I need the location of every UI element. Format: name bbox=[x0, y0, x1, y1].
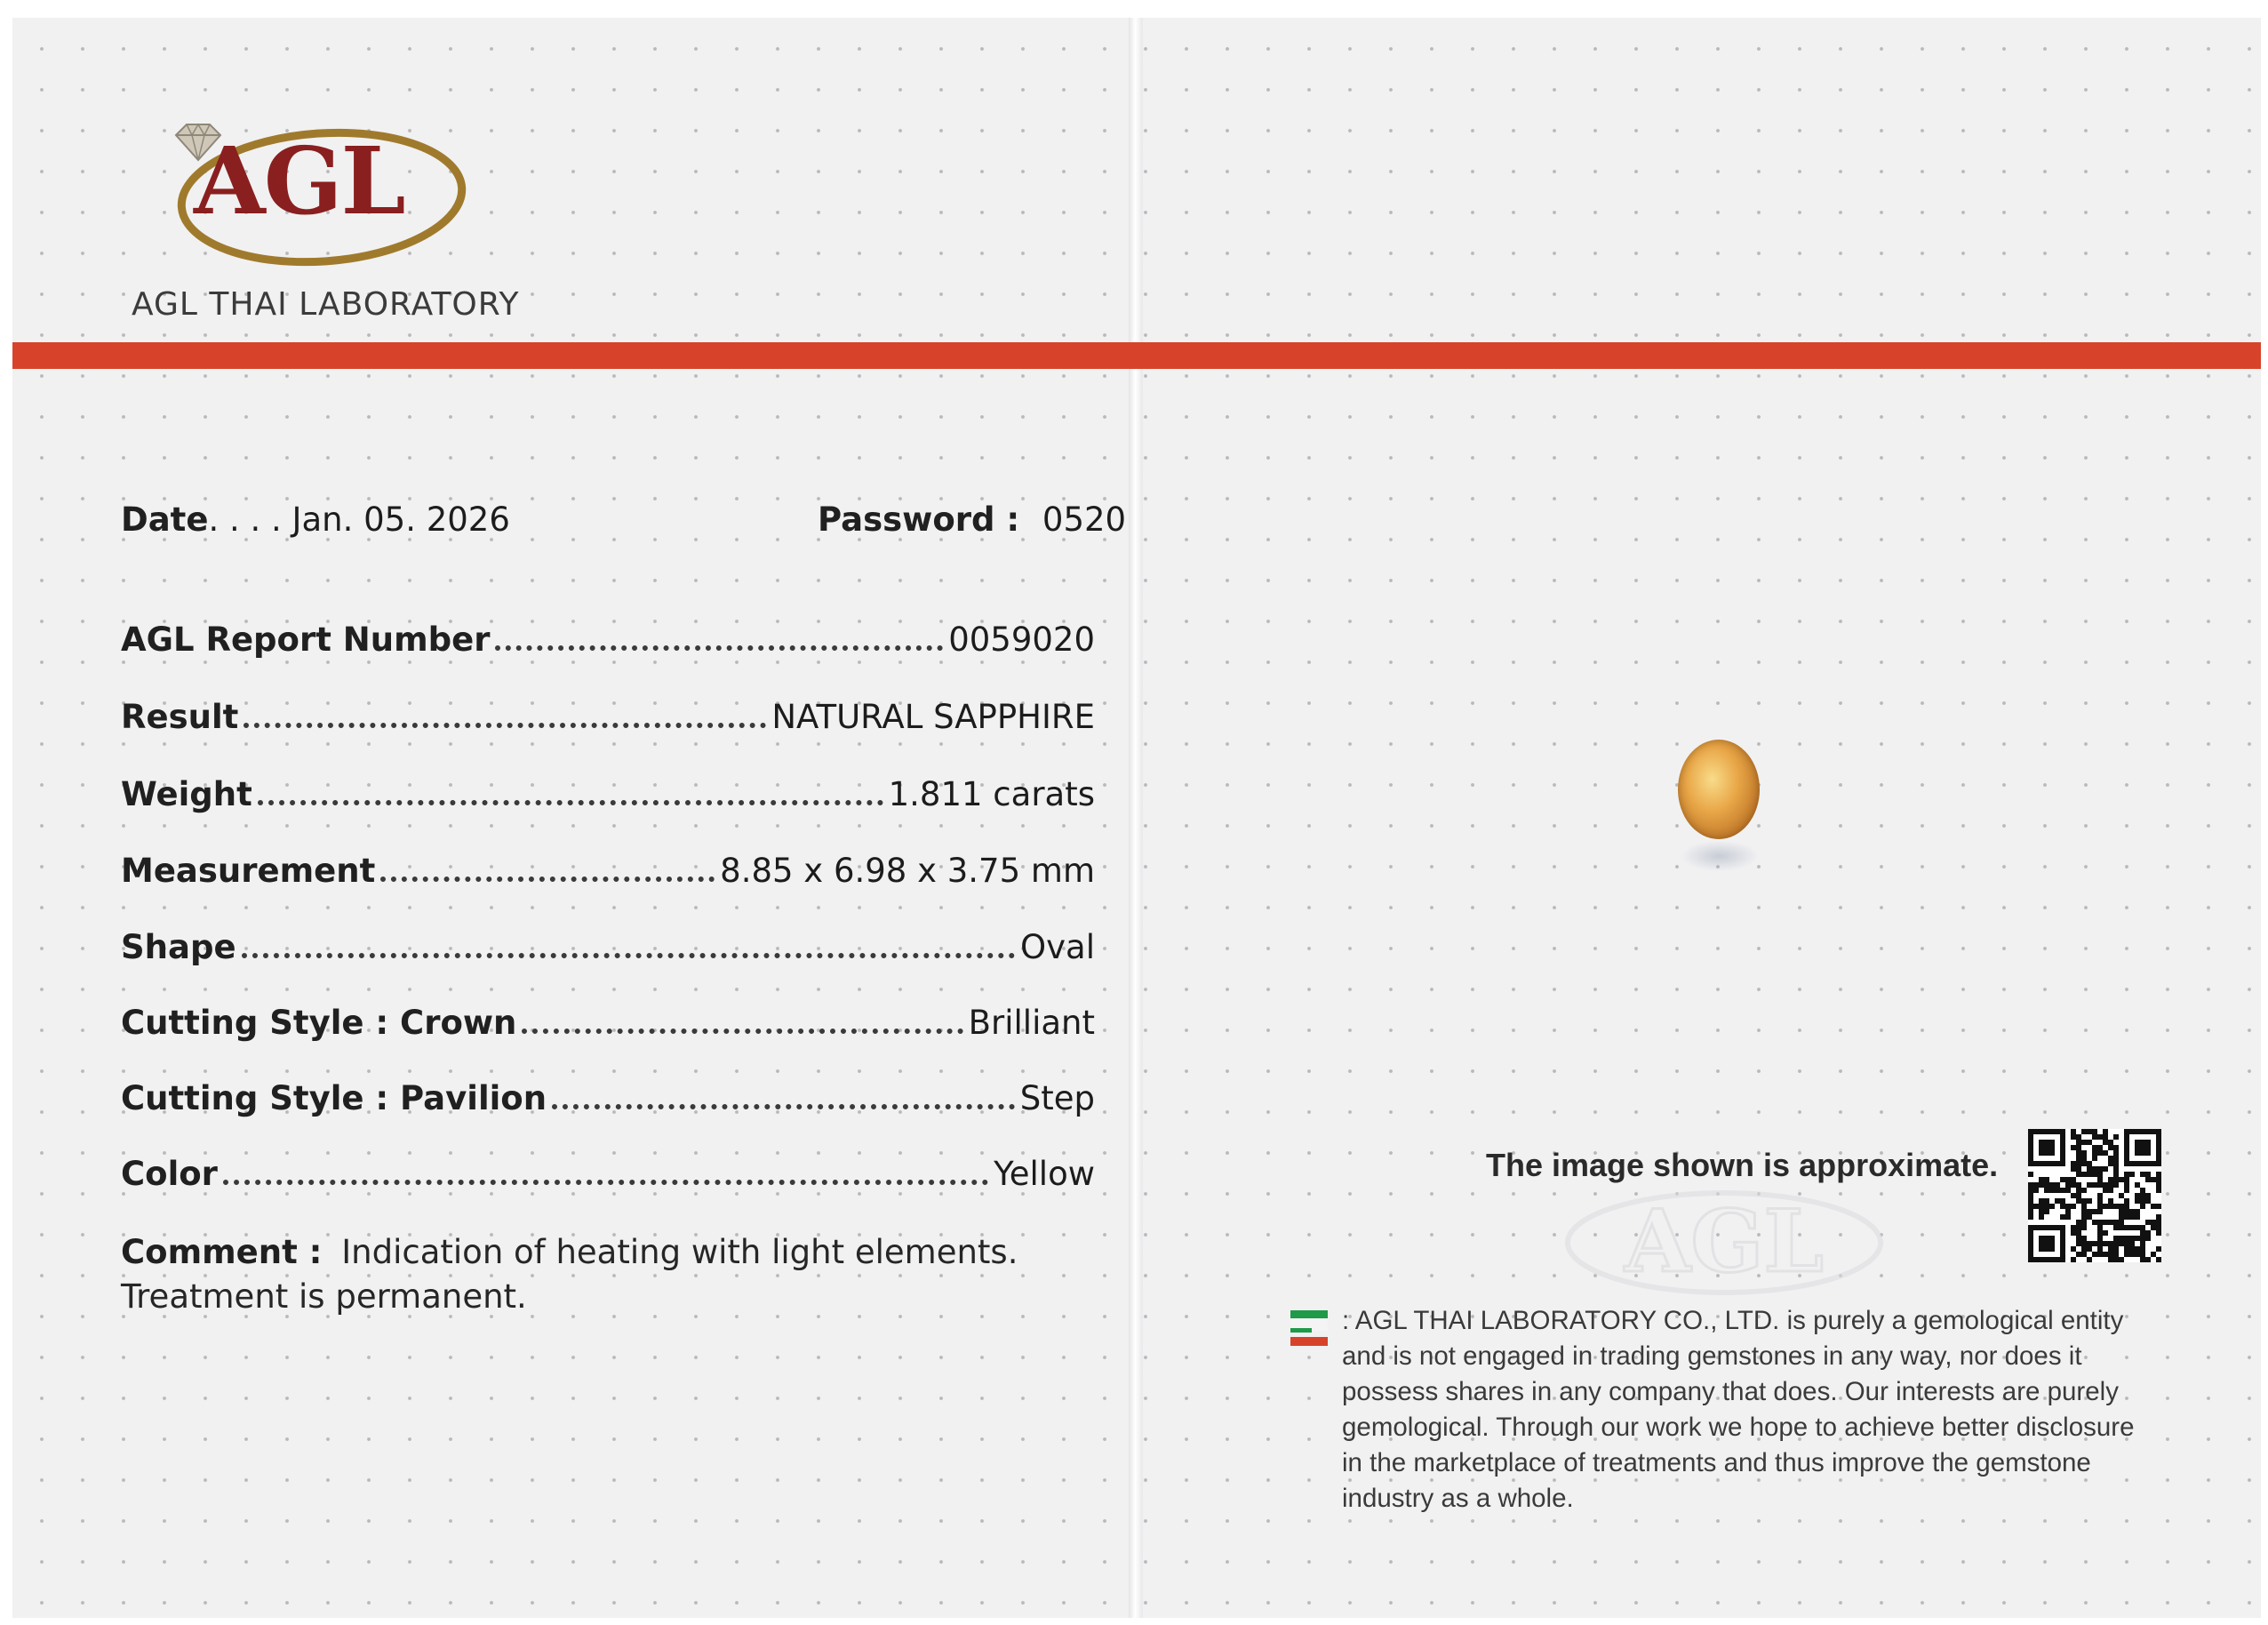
password-line bbox=[818, 500, 1127, 539]
dot-leader bbox=[258, 800, 883, 805]
report-row-color bbox=[121, 1148, 1095, 1193]
report-row-shape bbox=[121, 921, 1095, 964]
report-row-result bbox=[121, 691, 1095, 736]
password-label: Password : bbox=[818, 500, 1020, 539]
agl-watermark bbox=[1560, 1182, 1889, 1298]
report-row-measurement bbox=[121, 845, 1095, 890]
page-fold bbox=[1129, 18, 1143, 1618]
row-label: Cutting Style : Crown bbox=[121, 1004, 517, 1042]
row-value: 1.811 carats bbox=[888, 775, 1095, 813]
logo-text: AGL bbox=[194, 126, 404, 236]
row-label: Shape bbox=[121, 928, 236, 966]
comment-label: Comment : bbox=[121, 1233, 323, 1271]
row-label: Measurement bbox=[121, 852, 376, 890]
date-line bbox=[121, 500, 510, 539]
row-label: Color bbox=[121, 1155, 218, 1193]
report-row-cutting-crown bbox=[121, 997, 1095, 1042]
row-value: 8.85 x 6.98 x 3.75 mm bbox=[720, 852, 1095, 890]
dot-leader bbox=[522, 1029, 962, 1034]
row-value: 0059020 bbox=[948, 620, 1095, 659]
row-value: NATURAL SAPPHIRE bbox=[771, 698, 1095, 736]
dot-leader bbox=[552, 1104, 1015, 1109]
row-label: Cutting Style : Pavilion bbox=[121, 1079, 547, 1117]
watermark-text: AGL bbox=[1625, 1191, 1824, 1292]
row-label: Weight bbox=[121, 775, 252, 813]
dot-leader bbox=[380, 877, 715, 882]
date-label: Date bbox=[121, 500, 209, 539]
dot-leader bbox=[242, 953, 1015, 958]
date-value: . . . . Jan. 05. 2026 bbox=[208, 500, 510, 539]
report-row-weight bbox=[121, 768, 1095, 811]
row-value: Step bbox=[1019, 1079, 1095, 1117]
laboratory-name: AGL THAI LABORATORY bbox=[132, 286, 520, 323]
image-approximate-note: The image shown is approximate. bbox=[1486, 1147, 1999, 1183]
qr-code[interactable] bbox=[2028, 1129, 2161, 1262]
dot-leader bbox=[244, 723, 766, 728]
disclaimer-text: : AGL THAI LABORATORY CO., LTD. is purely a gemological entity and is not engaged in trading gemstones in any way, nor does it possess shares in any company that does. Our interests are purely gemological. Through our work we hope to achieve better disclosure in the marketplace of treatments and thus improve the gemstone industry as a whole. bbox=[1342, 1306, 2135, 1513]
agl-logo bbox=[169, 116, 471, 280]
dot-leader bbox=[223, 1180, 988, 1185]
comment-line-1: Indication of heating with light elements. bbox=[341, 1233, 1018, 1271]
comment-line-2: Treatment is permanent. bbox=[121, 1277, 527, 1316]
row-label: Result bbox=[121, 698, 239, 736]
row-value: Oval bbox=[1020, 928, 1095, 966]
gemstone-image bbox=[1678, 740, 1760, 839]
row-value: Brilliant bbox=[968, 1004, 1095, 1042]
gemstone-reflection bbox=[1681, 841, 1758, 871]
password-value: 0520 bbox=[1042, 500, 1127, 539]
row-value: Yellow bbox=[994, 1155, 1095, 1193]
flag-icon bbox=[1290, 1310, 1328, 1349]
report-row-cutting-pavilion bbox=[121, 1072, 1095, 1115]
dot-leader bbox=[495, 645, 943, 651]
header-red-band bbox=[12, 342, 2261, 369]
report-row-report-number bbox=[121, 613, 1095, 659]
comment-block bbox=[121, 1230, 1098, 1319]
row-label: AGL Report Number bbox=[121, 620, 491, 659]
